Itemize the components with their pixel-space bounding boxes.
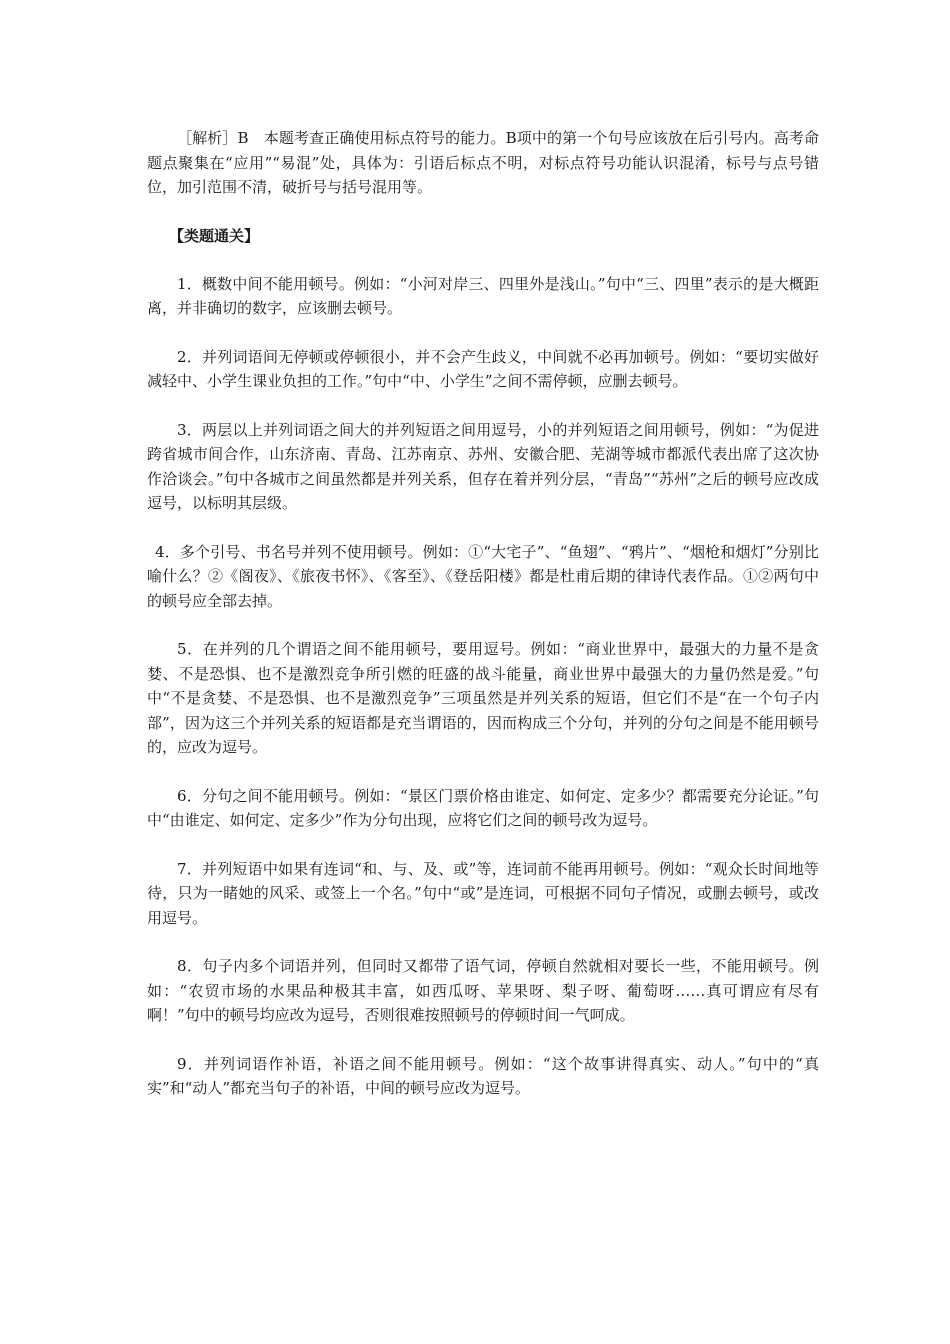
spacer: [147, 1028, 819, 1052]
rule-item-4: 4．多个引号、书名号并列不使用顿号。例如：①“大宅子”、“鱼翅”、“鸦片”、“烟枪和烟灯”分别比喻什么？②《阁夜》、《旅夜书怀》、《客至》、《登岳阳楼》都是杜甫后期的律诗代表作品。①②两句中的顿号应全部去掉。: [147, 542, 819, 610]
analysis-paragraph: ［解析］B 本题考查正确使用标点符号的能力。B项中的第一个句号应该放在后引号内。高考命题点聚集在“应用”“易混”处，具体为：引语后标点不明，对标点符号功能认识混淆，标号与点号错位，加引范围不清，破折号与括号混用等。: [147, 129, 819, 196]
rule-item-5: 5．在并列的几个谓语之间不能用顿号，要用逗号。例如：“商业世界中，最强大的力量不是贪婪、不是恐惧、也不是激烈竞争所引燃的旺盛的战斗能量，商业世界中最强大的力量仍然是爱。”句中“不是贪婪、不是恐惧、也不是激烈竞争”三项虽然是并列关系的短语，但它们不是“在一个句子内部”，因为这三个并列关系的短语都是充当谓语的，因而构成三个分句，并列的分句之间是不能用顿号的，应改为逗号。: [147, 640, 819, 756]
spacer: [147, 613, 819, 637]
spacer: [147, 248, 819, 272]
spacer: [147, 930, 819, 954]
rule-item-9: 9．并列词语作补语，补语之间不能用顿号。例如：“这个故事讲得真实、动人。”句中的“真实”和“动人”都充当句子的补语，中间的顿号应改为逗号。: [147, 1054, 819, 1097]
section-heading: 【类题通关】: [169, 226, 260, 245]
spacer: [147, 200, 819, 224]
rule-item-3: 3．两层以上并列词语之间大的并列短语之间用逗号，小的并列短语之间用顿号，例如：“为促进跨省城市间合作，山东济南、青岛、江苏南京、苏州、安徽合肥、芜湖等城市都派代表出席了这次协作洽谈会。”句中各城市之间虽然都是并列关系，但存在着并列分层，“青岛”“苏州”之后的顿号应改成逗号，以标明其层级。: [147, 420, 819, 512]
rule-item-1: 1．概数中间不能用顿号。例如：“小河对岸三、四里外是浅山。”句中“三、四里”表示的是大概距离，并非确切的数字，应该删去顿号。: [147, 274, 819, 317]
spacer: [147, 516, 819, 540]
spacer: [147, 321, 819, 345]
spacer: [147, 833, 819, 857]
rule-item-6: 6．分句之间不能用顿号。例如：“景区门票价格由谁定、如何定、定多少？都需要充分论证。”句中“由谁定、如何定、定多少”作为分句出现，应将它们之间的顿号改为逗号。: [147, 786, 819, 829]
rule-item-7: 7．并列短语中如果有连词“和、与、及、或”等，连词前不能再用顿号。例如：“观众长时间地等待，只为一睹她的风采、或签上一个名。”句中“或”是连词，可根据不同句子情况，或删去顿号，或改用逗号。: [147, 859, 819, 927]
spacer: [147, 760, 819, 784]
spacer: [147, 394, 819, 418]
rule-item-8: 8．句子内多个词语并列，但同时又都带了语气词，停顿自然就相对要长一些，不能用顿号。例如：“农贸市场的水果品种极其丰富，如西瓜呀、苹果呀、梨子呀、葡萄呀……真可谓应有尽有啊！”句中的顿号均应改为逗号，否则很难按照顿号的停顿时间一气呵成。: [147, 957, 819, 1024]
rule-item-2: 2．并列词语间无停顿或停顿很小，并不会产生歧义，中间就不必再加顿号。例如：“要切实做好减轻中、小学生课业负担的工作。”句中“中、小学生”之间不需停顿，应删去顿号。: [147, 347, 819, 390]
document-body: [147, 126, 819, 1101]
